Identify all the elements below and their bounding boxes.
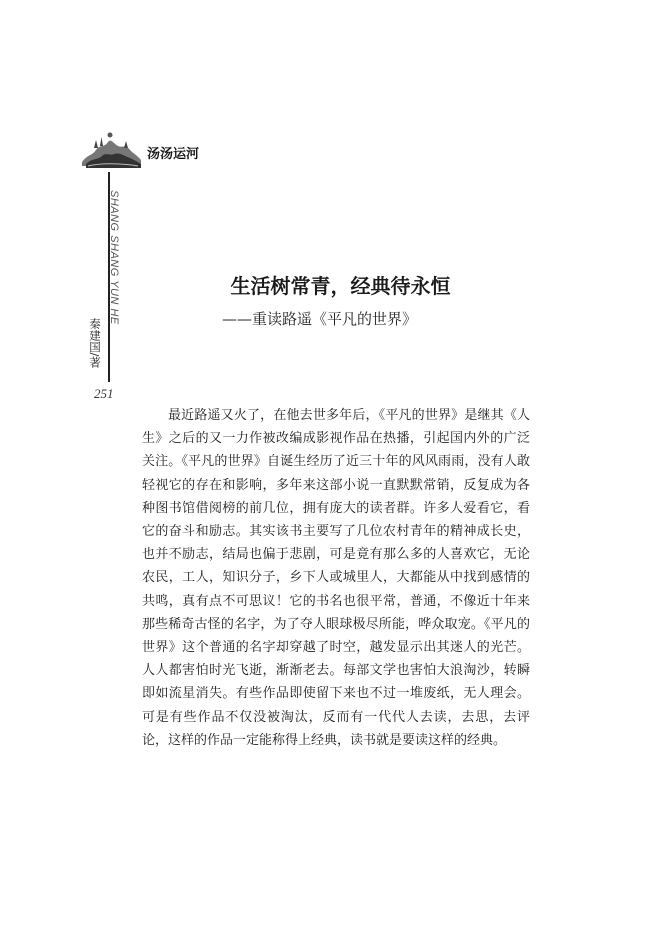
article-body: 最近路遥又火了，在他去世多年后，《平凡的世界》是继其《人生》之后的又一力作被改编成影视作品在热播，引起国内外的广泛关注。《平凡的世界》自诞生经历了近三十年的风风雨雨，没有人敢轻视它的存在和影响，多年来这部小说一直默默常销，反复成为各种图书馆借阅榜的前几位，拥有庞大的读者群。许多人爱看它，看它的奋斗和励志。其实该书主要写了几位农村青年的精神成长史，也并不励志，结局也偏于悲剧，可是竟有那么多的人喜欢它，无论农民，工人，知识分子，乡下人或城里人，大都能从中找到感情的共鸣，真有点不可思议！它的书名也很平常，普通，不像近十年来那些稀奇古怪的名字，为了夺人眼球极尽所能，哗众取宠。《平凡的世界》这个普通的名字却穿越了时空，越发显示出其迷人的光芒。人人都害怕时光飞逝，渐渐老去。每部文学也害怕大浪淘沙，转瞬即如流星消失。有些作品即使留下来也不过一堆废纸，无人理会。可是有些作品不仅没被淘汰，反而有一代代人去读，去思，去评论，这样的作品一定能称得上经典，读书就是要读这样的经典。 bbox=[142, 408, 530, 748]
page-number: 251 bbox=[94, 386, 114, 401]
author-credit: 秦建国/著 bbox=[88, 318, 102, 368]
series-name: SHANG SHANG YUN HE bbox=[108, 190, 120, 325]
ink-landscape-icon bbox=[80, 126, 142, 170]
section-title: 汤汤运河 bbox=[147, 147, 200, 162]
article-subtitle: ——重读路遥《平凡的世界》 bbox=[222, 310, 418, 328]
article-title: 生活树常青，经典待永恒 bbox=[230, 274, 451, 298]
